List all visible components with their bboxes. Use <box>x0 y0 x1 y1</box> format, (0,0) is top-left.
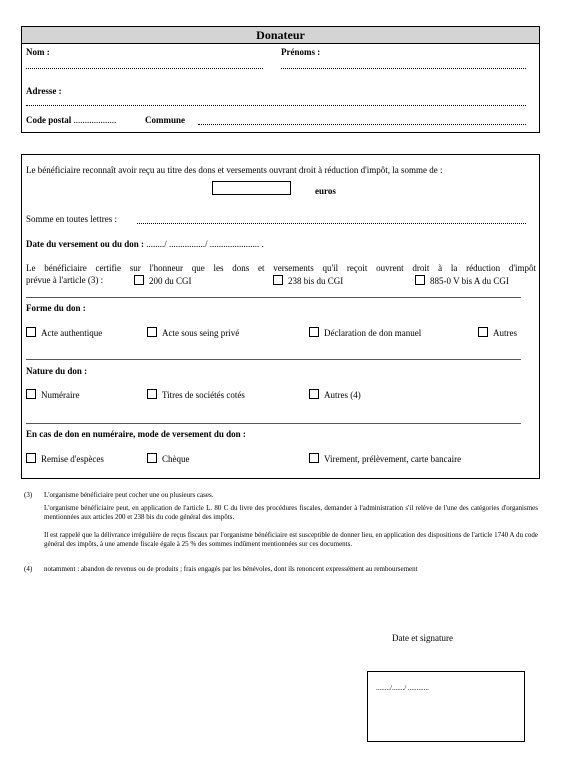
somme-intro: Le bénéficiaire reconnaît avoir reçu au titre des dons et versements ouvrant droit à réduction d'impôt, la somme de : <box>26 165 443 175</box>
code-postal-field[interactable]: ................... <box>73 115 117 125</box>
divider-mode <box>26 423 521 424</box>
date-field[interactable]: ......../ ................/ ...................... . <box>146 239 264 249</box>
amount-input[interactable] <box>212 181 291 195</box>
article-238bis-option[interactable] <box>273 275 343 287</box>
prenoms-field[interactable] <box>281 68 526 69</box>
forme-title: Forme du don : <box>26 303 86 313</box>
forme-checkbox-autres[interactable] <box>478 327 488 337</box>
article-238bis-label: 238 bis du CGI <box>288 276 344 286</box>
note-3-marker: (3) <box>24 491 33 499</box>
nature-checkbox-numeraire[interactable] <box>26 389 36 399</box>
mode-label-virement: Virement, prélèvement, carte bancaire <box>324 454 462 464</box>
mode-checkbox-virement[interactable] <box>309 453 319 463</box>
mode-option-cheque[interactable] <box>147 453 190 465</box>
article-885-label: 885-0 V bis A du CGI <box>430 276 509 286</box>
mode-option-especes[interactable] <box>26 453 104 465</box>
commune-field[interactable] <box>198 124 526 125</box>
nature-option-titres[interactable] <box>147 389 245 401</box>
adresse-label: Adresse : <box>26 86 62 96</box>
nature-label-numeraire: Numéraire <box>41 390 80 400</box>
donateur-header: Donateur <box>22 27 539 44</box>
nature-label-titres: Titres de sociétés cotés <box>162 390 245 400</box>
mode-title: En cas de don en numéraire, mode de versement du don : <box>26 429 246 439</box>
nom-label: Nom : <box>26 47 50 57</box>
date-label: Date du versement ou du don : <box>26 239 145 249</box>
mode-checkbox-cheque[interactable] <box>147 453 157 463</box>
article-200-checkbox[interactable] <box>134 275 144 285</box>
article-200-option[interactable] <box>134 275 192 287</box>
code-postal-label: Code postal <box>26 115 72 125</box>
certifie-line2: prévue à l'article (3) : <box>26 275 104 285</box>
forme-checkbox-seing-prive[interactable] <box>147 327 157 337</box>
article-200-label: 200 du CGI <box>149 276 192 286</box>
nature-label-autres: Autres (4) <box>324 390 361 400</box>
mode-option-virement[interactable] <box>309 453 461 465</box>
signature-box[interactable] <box>367 671 525 742</box>
divider-forme <box>26 297 521 298</box>
commune-label: Commune <box>145 115 185 125</box>
forme-label-acte-authentique: Acte authentique <box>41 328 103 338</box>
forme-label-seing-prive: Acte sous seing privé <box>162 328 240 338</box>
signature-label: Date et signature <box>392 633 453 643</box>
nature-checkbox-titres[interactable] <box>147 389 157 399</box>
nature-option-autres[interactable] <box>309 389 361 401</box>
nature-option-numeraire[interactable] <box>26 389 79 401</box>
mode-checkbox-especes[interactable] <box>26 453 36 463</box>
note-3-text: L'organisme bénéficiaire peut cocher une ou plusieurs cases. <box>44 491 214 499</box>
forme-checkbox-acte-authentique[interactable] <box>26 327 36 337</box>
forme-option-don-manuel[interactable] <box>309 327 421 339</box>
nature-checkbox-autres[interactable] <box>309 389 319 399</box>
note-3-paragraph-2: L'organisme bénéficiaire peut, en application de l'article L. 80 C du livre des procédures fiscales, demander à l'administration s'il relève de l'une des catégories d'organismes mentionnées aux articles 200 et 238 bis du code général des impôts. <box>44 504 538 521</box>
prenoms-label: Prénoms : <box>281 47 321 57</box>
forme-option-autres[interactable] <box>478 327 517 339</box>
forme-label-autres: Autres <box>493 328 517 338</box>
forme-label-don-manuel: Déclaration de don manuel <box>324 328 422 338</box>
mode-label-especes: Remise d'espèces <box>41 454 104 464</box>
note-4-text: notamment : abandon de revenus ou de produits ; frais engagés par les bénévoles, dont ils renoncent expressément au remboursement <box>44 565 418 573</box>
article-885-checkbox[interactable] <box>415 275 425 285</box>
forme-option-acte-authentique[interactable] <box>26 327 102 339</box>
lettres-field[interactable] <box>137 223 526 224</box>
certifie-line1: Le bénéficiaire certifie sur l'honneur que les dons et versements qu'il reçoit ouvrent droit à la réduction d'impôt <box>26 263 536 273</box>
nature-title: Nature du don : <box>26 366 88 376</box>
signature-date-field[interactable]: ......../......./ ............ <box>376 684 429 692</box>
note-3-paragraph-3: Il est rappelé que la délivrance irrégulière de reçus fiscaux par l'organisme bénéficiaire est susceptible de donner lieu, en application des dispositions de l'article 1740 A du code général des impôts, à une amende fiscale égale à 25 % des sommes indûment mentionnées sur ces documents. <box>44 531 538 548</box>
code-postal-row <box>26 115 116 126</box>
note-4-marker: (4) <box>24 565 33 573</box>
date-row <box>26 239 264 250</box>
divider-nature <box>26 359 521 360</box>
mode-label-cheque: Chèque <box>162 454 190 464</box>
euros-label: euros <box>315 186 336 196</box>
nom-field[interactable] <box>26 68 263 69</box>
article-885-option[interactable] <box>415 275 509 287</box>
forme-option-seing-prive[interactable] <box>147 327 239 339</box>
article-238bis-checkbox[interactable] <box>273 275 283 285</box>
lettres-label: Somme en toutes lettres : <box>26 214 117 224</box>
adresse-field[interactable] <box>26 105 526 106</box>
forme-checkbox-don-manuel[interactable] <box>309 327 319 337</box>
